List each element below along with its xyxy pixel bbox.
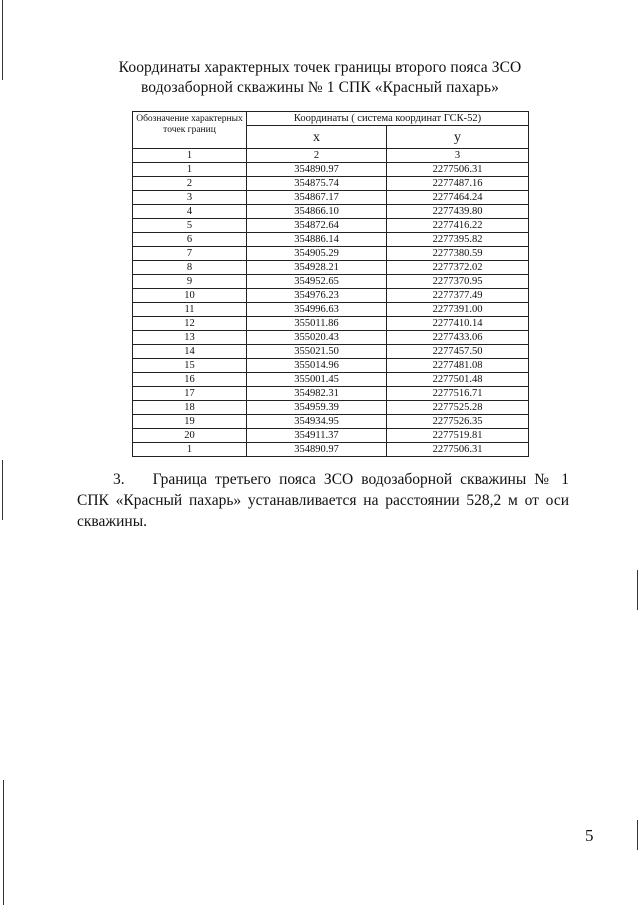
cell-x: 354952.65 [247, 275, 387, 289]
table-row [133, 303, 529, 317]
title-line-2: водозаборной скважины № 1 СПК «Красный пахарь» [140, 79, 500, 96]
table-row [133, 205, 529, 219]
cell-y: 2277481.08 [387, 359, 529, 373]
table-row [133, 289, 529, 303]
cell-point: 12 [133, 317, 247, 331]
cell-point: 16 [133, 373, 247, 387]
table-row [133, 317, 529, 331]
column-number-3: 3 [387, 149, 529, 163]
paragraph-3 [77, 469, 569, 532]
paragraph-number: 3. [113, 471, 125, 488]
cell-x: 355021.50 [247, 345, 387, 359]
scan-margin-line [2, 0, 3, 80]
cell-point: 7 [133, 247, 247, 261]
table-row [133, 247, 529, 261]
cell-point: 8 [133, 261, 247, 275]
header-y: у [387, 126, 529, 149]
column-number-2: 2 [247, 149, 387, 163]
table-row [133, 345, 529, 359]
cell-x: 355020.43 [247, 331, 387, 345]
cell-point: 11 [133, 303, 247, 317]
cell-y: 2277519.81 [387, 429, 529, 443]
cell-point: 1 [133, 163, 247, 177]
cell-x: 355014.96 [247, 359, 387, 373]
page-number: 5 [585, 826, 594, 845]
cell-x: 354890.97 [247, 443, 387, 457]
cell-y: 2277457.50 [387, 345, 529, 359]
scan-margin-line [2, 460, 3, 520]
cell-point: 1 [133, 443, 247, 457]
table-row [133, 429, 529, 443]
cell-y: 2277516.71 [387, 387, 529, 401]
paragraph-text: Граница третьего пояса ЗСО водозаборной скважины № 1 СПК «Красный пахарь» устанавливается на расстоянии 528,2 м от оси скважины. [77, 471, 569, 530]
cell-x: 354872.64 [247, 219, 387, 233]
cell-y: 2277433.06 [387, 331, 529, 345]
cell-x: 354905.29 [247, 247, 387, 261]
cell-y: 2277525.28 [387, 401, 529, 415]
cell-y: 2277506.31 [387, 443, 529, 457]
cell-x: 354886.14 [247, 233, 387, 247]
table-row [133, 163, 529, 177]
scan-margin-line [3, 780, 4, 905]
cell-point: 2 [133, 177, 247, 191]
cell-point: 3 [133, 191, 247, 205]
cell-x: 354976.23 [247, 289, 387, 303]
cell-point: 4 [133, 205, 247, 219]
table-row [133, 233, 529, 247]
cell-x: 354866.10 [247, 205, 387, 219]
cell-y: 2277464.24 [387, 191, 529, 205]
scan-margin-line [637, 820, 638, 850]
cell-point: 9 [133, 275, 247, 289]
cell-y: 2277487.16 [387, 177, 529, 191]
cell-x: 354928.21 [247, 261, 387, 275]
table-row [133, 387, 529, 401]
table-row [133, 177, 529, 191]
table-row [133, 331, 529, 345]
cell-point: 10 [133, 289, 247, 303]
cell-y: 2277377.49 [387, 289, 529, 303]
cell-y: 2277416.22 [387, 219, 529, 233]
document-title [90, 58, 550, 98]
cell-point: 6 [133, 233, 247, 247]
cell-x: 354934.95 [247, 415, 387, 429]
cell-x: 355011.86 [247, 317, 387, 331]
cell-x: 355001.45 [247, 373, 387, 387]
column-number-1: 1 [133, 149, 247, 163]
table-body [133, 163, 529, 457]
cell-point: 13 [133, 331, 247, 345]
cell-point: 14 [133, 345, 247, 359]
cell-point: 17 [133, 387, 247, 401]
cell-y: 2277526.35 [387, 415, 529, 429]
cell-x: 354875.74 [247, 177, 387, 191]
table-row [133, 219, 529, 233]
table-row [133, 359, 529, 373]
cell-y: 2277395.82 [387, 233, 529, 247]
cell-y: 2277439.80 [387, 205, 529, 219]
cell-point: 15 [133, 359, 247, 373]
table-row [133, 443, 529, 457]
cell-point: 5 [133, 219, 247, 233]
cell-y: 2277501.48 [387, 373, 529, 387]
cell-x: 354890.97 [247, 163, 387, 177]
table-row [133, 373, 529, 387]
cell-x: 354996.63 [247, 303, 387, 317]
cell-x: 354982.31 [247, 387, 387, 401]
coordinates-table [132, 111, 529, 457]
scan-margin-line [637, 570, 638, 610]
cell-y: 2277370.95 [387, 275, 529, 289]
table-row [133, 261, 529, 275]
table-row [133, 191, 529, 205]
cell-y: 2277380.59 [387, 247, 529, 261]
title-line-1: Координаты характерных точек границы второго пояса ЗСО [118, 59, 522, 76]
cell-x: 354867.17 [247, 191, 387, 205]
cell-point: 20 [133, 429, 247, 443]
cell-point: 18 [133, 401, 247, 415]
cell-point: 19 [133, 415, 247, 429]
cell-y: 2277391.00 [387, 303, 529, 317]
cell-x: 354959.39 [247, 401, 387, 415]
cell-x: 354911.37 [247, 429, 387, 443]
header-coordinate-system: Координаты ( система координат ГСК-52) [247, 112, 529, 126]
cell-y: 2277410.14 [387, 317, 529, 331]
cell-y: 2277372.02 [387, 261, 529, 275]
table-row [133, 401, 529, 415]
cell-y: 2277506.31 [387, 163, 529, 177]
header-x: x [247, 126, 387, 149]
table-row [133, 275, 529, 289]
table-row [133, 415, 529, 429]
header-point-label: Обозначение характерных точек границ [133, 112, 247, 149]
